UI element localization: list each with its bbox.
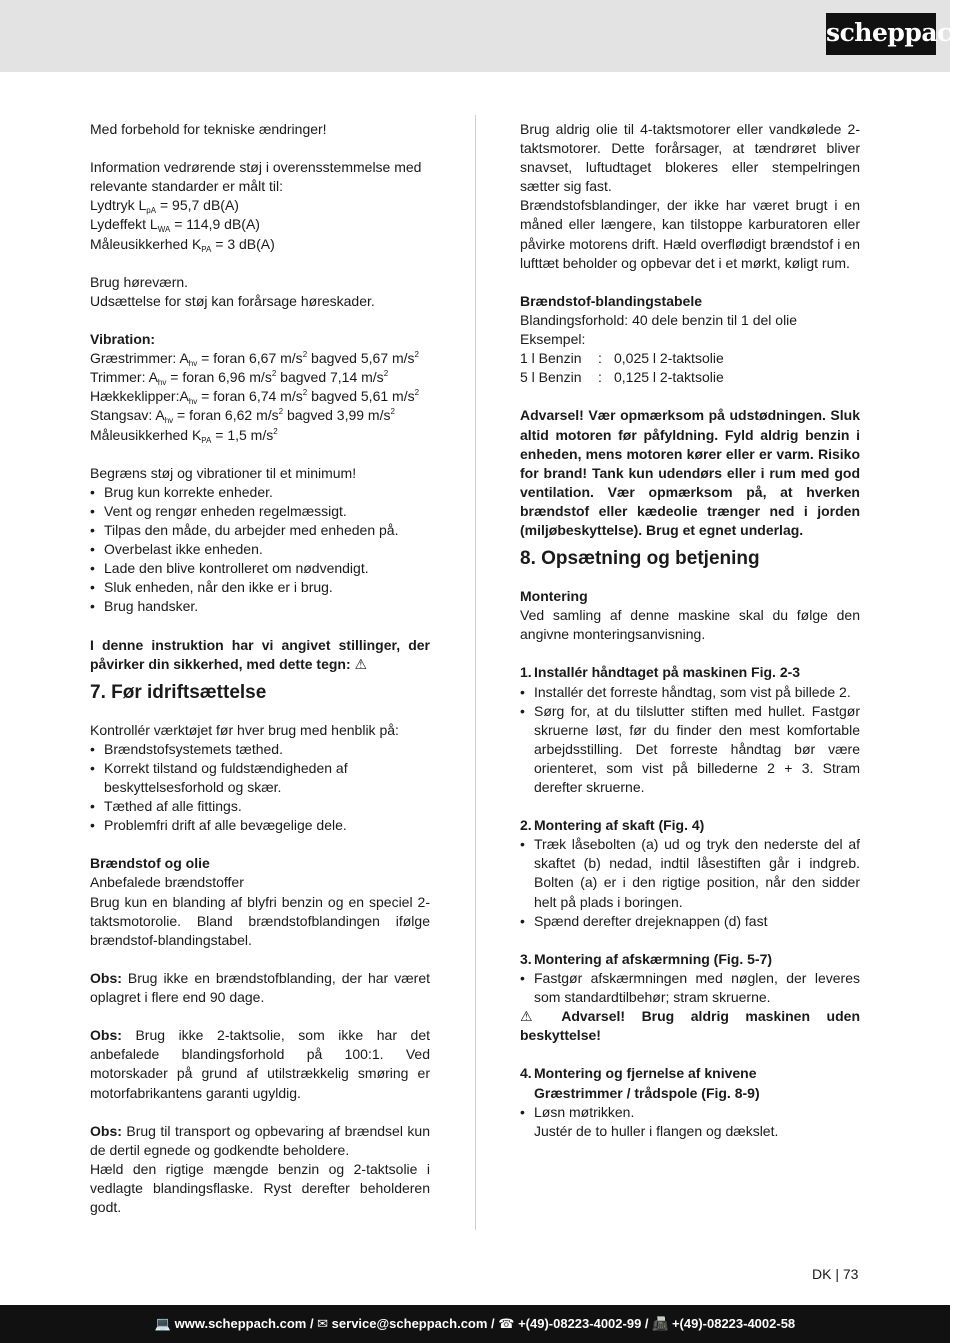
vibration-sub: hv bbox=[188, 397, 198, 407]
step-title bbox=[520, 950, 860, 969]
list-item: • Vent og rengør enheden regelmæssigt. bbox=[90, 502, 430, 521]
mix-example: Eksempel: bbox=[520, 331, 586, 348]
list-item: • Overbelast ikke enheden. bbox=[90, 540, 430, 559]
step-title-text bbox=[534, 663, 800, 682]
vibration-sup: 2 bbox=[414, 350, 419, 360]
fuel-text: Brug kun en blanding af blyfri benzin og en speciel 2-taktsmotorolie. Bland brændstofblandingen ifølge brændstof-blandingstabel. bbox=[90, 893, 430, 948]
vibration-sub: hv bbox=[157, 378, 167, 388]
fuel-warning: Advarsel! Vær opmærksom på udstødningen. Sluk altid motoren før påfyldning. Fyld aldrig benzin i enheden, mens motoren kører eller er varm. Risiko for brand! Tank kun udendørs eller i rum med god ventilation. Vær opmærksom på, at hverken brændstof eller kædeolie trænger ned i jorden (miljøbeskyttelse). Brug et egnet underlag. bbox=[520, 407, 860, 538]
vibration-back: bagved 7,14 m/s bbox=[276, 369, 384, 386]
vibration-front: = foran 6,96 m/s bbox=[166, 369, 272, 386]
vibration-sup: 2 bbox=[302, 350, 308, 360]
noise-value: = 95,7 dB(A) bbox=[156, 197, 239, 214]
step-number: 1. bbox=[520, 664, 532, 681]
vibration-sup: 2 bbox=[390, 407, 395, 417]
list-item: • Brug handsker. bbox=[90, 597, 430, 616]
step-item: • Træk låsebolten (a) ud og tryk den nederste del af skaftet (b) nedad, indtil låsestiften går i indgreb. Bolten (a) er i den rigtige position, når den sidder helt på plads i boringen. bbox=[520, 835, 860, 911]
mix-row bbox=[520, 368, 860, 387]
mix-petrol: 1 l Benzin bbox=[520, 350, 582, 367]
step-item: • Løsn møtrikken. bbox=[520, 1103, 860, 1122]
noise-line bbox=[90, 196, 430, 215]
noise-label: Lydeffekt L bbox=[90, 216, 158, 233]
mix-separator: : bbox=[598, 369, 602, 386]
mix-oil: 0,125 l 2-taktsolie bbox=[614, 369, 724, 386]
list-item: • Brændstofsystemets tæthed. bbox=[90, 740, 430, 759]
step-items bbox=[520, 835, 860, 930]
column-divider bbox=[475, 115, 476, 1230]
vibration-label: Trimmer: A bbox=[90, 369, 158, 386]
step-items bbox=[520, 1103, 860, 1122]
obs-note-3: Obs: Brug til transport og opbevaring af brændsel kun de dertil egnede og godkendte beholdere. bbox=[90, 1122, 430, 1158]
noise-sub: pA bbox=[146, 206, 157, 216]
vibration-label: Stangsav: A bbox=[90, 407, 165, 424]
noise-warning: Udsættelse for støj kan forårsage høreskader. bbox=[90, 292, 375, 309]
vibration-line bbox=[90, 368, 430, 387]
step-title-text bbox=[534, 950, 772, 969]
vibration-label: Hækkeklipper:A bbox=[90, 388, 189, 405]
step-title bbox=[520, 663, 860, 682]
vibration-title: Vibration: bbox=[90, 331, 156, 348]
step-title-text bbox=[534, 1064, 760, 1102]
noise-value: = 114,9 dB(A) bbox=[170, 216, 260, 233]
check-list bbox=[90, 740, 430, 835]
section-8-title: 8. Opsætning og betjening bbox=[520, 548, 760, 570]
noise-values bbox=[90, 196, 430, 253]
ear-protection: Brug høreværn. bbox=[90, 273, 189, 290]
step-title-line: Montering af afskærmning (Fig. 5-7) bbox=[534, 950, 773, 967]
storage-text: Brændstofsblandinger, der ikke har været brugt i en måned eller længere, kan tilstoppe karburatoren eller påvirke motorens drift. Hæld overflødigt brændstof i en lufttæt beholder og opbevar det i et mørkt, køligt rum. bbox=[520, 197, 860, 271]
vibration-front: = foran 6,67 m/s bbox=[197, 350, 303, 367]
step-item: • Fastgør afskærmningen med nøglen, der leveres som standardtilbehør; stram skruerne. bbox=[520, 969, 860, 1007]
vibration-sup: 2 bbox=[302, 388, 308, 398]
page-number: DK | 73 bbox=[812, 1266, 859, 1282]
noise-intro: Information vedrørende støj i overensstemmelse med relevante standarder er målt til: bbox=[90, 159, 422, 195]
step-title-line: Montering af skaft (Fig. 4) bbox=[534, 817, 705, 834]
vibration-back: bagved 3,99 m/s bbox=[283, 407, 391, 424]
mix-row bbox=[520, 349, 860, 368]
step-item: • Installér det forreste håndtag, som vist på billede 2. bbox=[520, 683, 860, 702]
vibration-values bbox=[90, 349, 430, 425]
vibration-sub: hv bbox=[188, 359, 198, 369]
obs-note-1: Obs: Brug ikke en brændstofblanding, der har været oplagret i flere end 90 dage. bbox=[90, 969, 430, 1006]
mix-table bbox=[520, 349, 860, 387]
vibration-front: = foran 6,74 m/s bbox=[197, 388, 303, 405]
adjust-text: Justér de to huller i flangen og dækslet. bbox=[534, 1122, 779, 1139]
right-column bbox=[520, 120, 860, 1141]
noise-line bbox=[90, 235, 430, 254]
step-title bbox=[520, 1064, 860, 1102]
step-item: • Sørg for, at du tilslutter stiften med hullet. Fastgør skruerne løst, før du finder den mest komfortable arbejdsstilling. Det forreste håndtag bør være orienteret, som vist på billederne 2 + 3. Stram derefter skruerne. bbox=[520, 702, 860, 797]
noise-label: Måleusikkerhed K bbox=[90, 235, 202, 252]
mix-petrol: 5 l Benzin bbox=[520, 369, 582, 386]
noise-value: = 3 dB(A) bbox=[211, 235, 275, 252]
disclaimer: Med forbehold for tekniske ændringer! bbox=[90, 121, 327, 137]
footer-email: ✉ service@scheppach.com / bbox=[317, 1316, 499, 1331]
step-title-line: Montering og fjernelse af knivene bbox=[534, 1065, 757, 1082]
oil-text: Brug aldrig olie til 4-taktsmotorer eller vandkølede 2-taktsmotorer. Dette forårsager, at tændrøret bliver snavset, luftudtaget blokeres eller stempelringen sætter sig fast. bbox=[520, 121, 860, 195]
step-items bbox=[520, 969, 860, 1007]
limit-intro: Begræns støj og vibrationer til et minimum! bbox=[90, 464, 357, 481]
vibration-sub: hv bbox=[164, 416, 174, 426]
list-item: • Tæthed af alle fittings. bbox=[90, 797, 430, 816]
footer-phone: ☎ +(49)-08223-4002-99 / bbox=[498, 1316, 653, 1331]
assembly-text: Ved samling af denne maskine skal du følge den angivne monteringsanvisning. bbox=[520, 607, 860, 643]
footer-fax: 📠 +(49)-08223-4002-58 bbox=[652, 1316, 796, 1331]
vibration-back: bagved 5,67 m/s bbox=[307, 350, 415, 367]
fuel-title: Brændstof og olie bbox=[90, 855, 210, 872]
step-item: • Spænd derefter drejeknappen (d) fast bbox=[520, 912, 860, 931]
limit-list bbox=[90, 483, 430, 617]
step-items bbox=[520, 683, 860, 798]
mix-ratio: Blandingsforhold: 40 dele benzin til 1 del olie bbox=[520, 311, 798, 328]
noise-sub: WA bbox=[157, 225, 171, 235]
fuel-subtitle: Anbefalede brændstoffer bbox=[90, 874, 244, 891]
noise-label: Lydtryk L bbox=[90, 197, 147, 214]
assembly-title: Montering bbox=[520, 588, 588, 605]
step-title-line: Installér håndtaget på maskinen Fig. 2-3 bbox=[534, 664, 801, 681]
list-item: • Problemfri drift af alle bevægelige dele. bbox=[90, 816, 430, 835]
vibration-sup: 2 bbox=[271, 369, 277, 379]
step-number: 2. bbox=[520, 817, 532, 834]
vibration-line bbox=[90, 349, 430, 368]
vibration-line bbox=[90, 387, 430, 406]
obs-note-2: Obs: Brug ikke 2-taktsolie, som ikke har det anbefalede blandingsforhold på 100:1. Ved motorskader på grund af utilstrækkelig smøring er motorfabrikantens garanti ugyldig. bbox=[90, 1027, 430, 1101]
vibration-sup: 2 bbox=[278, 407, 284, 417]
vibration-sup: 2 bbox=[383, 369, 389, 379]
list-item: • Brug kun korrekte enheder. bbox=[90, 483, 430, 502]
mix-table-title: Brændstof-blandingstabele bbox=[520, 292, 703, 309]
section-7-title: 7. Før idriftsættelse bbox=[90, 681, 267, 703]
list-item: • Korrekt tilstand og fuldstændigheden af beskyttelsesforhold og skær. bbox=[90, 759, 430, 797]
header-bar bbox=[0, 0, 969, 72]
step-title-line-2: Græstrimmer / trådspole (Fig. 8-9) bbox=[534, 1084, 760, 1101]
left-column bbox=[90, 120, 430, 1217]
list-item: • Sluk enheden, når den ikke er i brug. bbox=[90, 578, 430, 597]
vibration-uncertainty: Måleusikkerhed $K_{PA} = 1,5$ $m/s^2$ bbox=[90, 426, 278, 445]
vibration-front: = foran 6,62 m/s bbox=[173, 407, 279, 424]
scheppach-logo: scheppach bbox=[826, 13, 936, 55]
step-number: 3. bbox=[520, 950, 532, 967]
footer-bar bbox=[0, 1305, 950, 1343]
step-title bbox=[520, 816, 860, 835]
footer-website: 💻 www.scheppach.com / bbox=[154, 1316, 318, 1331]
safety-note: I denne instruktion har vi angivet stillinger, der påvirker din sikkerhed, med dette tegn: ⚠ bbox=[90, 636, 430, 672]
mix-oil: 0,025 l 2-taktsolie bbox=[614, 350, 724, 367]
vibration-line bbox=[90, 406, 430, 425]
check-intro: Kontrollér værktøjet før hver brug med henblik på: bbox=[90, 721, 399, 738]
step-title-text bbox=[534, 816, 704, 835]
vibration-label: Græstrimmer: A bbox=[90, 350, 189, 367]
list-item: • Lade den blive kontrolleret om nødvendigt. bbox=[90, 559, 430, 578]
step-number: 4. bbox=[520, 1065, 532, 1082]
noise-sub: PA bbox=[201, 244, 212, 254]
fill-text: Hæld den rigtige mængde benzin og 2-taktsolie i vedlagte blandingsflaske. Ryst derefter beholderen godt. bbox=[90, 1160, 430, 1216]
list-item: • Tilpas den måde, du arbejder med enheden på. bbox=[90, 521, 430, 540]
assembly-steps bbox=[520, 644, 860, 1140]
vibration-sup: 2 bbox=[414, 388, 420, 398]
mix-separator: : bbox=[598, 350, 602, 367]
machine-warning: ⚠ Advarsel! Brug aldrig maskinen uden beskyttelse! bbox=[520, 1008, 860, 1044]
vibration-back: bagved 5,61 m/s bbox=[307, 388, 415, 405]
noise-line bbox=[90, 215, 430, 234]
